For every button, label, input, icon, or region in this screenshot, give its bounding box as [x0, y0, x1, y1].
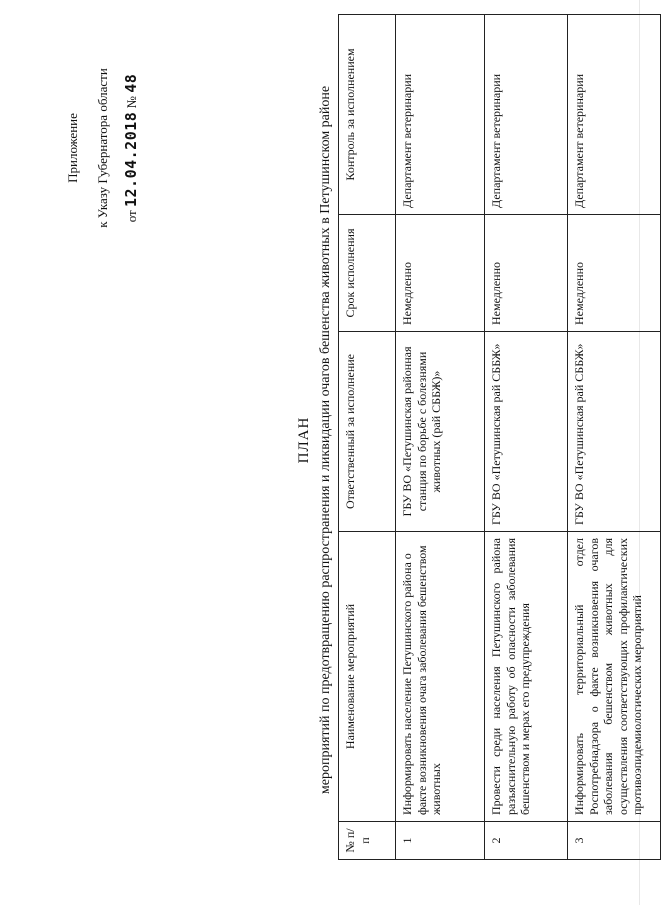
row-control: Департамент ветеринарии	[396, 15, 485, 215]
appendix-date-row	[122, 18, 141, 278]
header-name: Наименование мероприятий	[339, 532, 396, 822]
plan-table	[338, 14, 661, 860]
appendix-title: Приложение	[65, 113, 80, 183]
date-prefix: от	[124, 210, 139, 223]
plan-title: ПЛАН	[296, 416, 312, 464]
number-sign: №	[124, 96, 139, 109]
table-row	[396, 15, 485, 860]
row-name: Провести среди населения Петушинского района разъяснительную работу об опасности заболевания бешенством и мерах его предупреждения	[485, 532, 568, 822]
appendix-block	[64, 18, 141, 278]
row-control: Департамент ветеринарии	[568, 15, 661, 215]
table-row	[568, 15, 661, 860]
row-control: Департамент ветеринарии	[485, 15, 568, 215]
row-deadline: Немедленно	[568, 215, 661, 332]
table-row	[485, 15, 568, 860]
handwritten-date: 12.04.2018	[122, 111, 140, 208]
row-num: 1	[396, 822, 485, 860]
row-name: Информировать территориальный отдел Роспотребнадзора о факте возникновения очагов заболевания бешенством животных для осуществления соответствующих профилактических противоэпидемиологических мероприятий	[572, 538, 644, 815]
header-num: № п/п	[339, 822, 396, 860]
row-deadline: Немедленно	[485, 215, 568, 332]
row-responsible: ГБУ ВО «Петушинская районная станция по борьбе с болезнями животных (рай СББЖ)»	[396, 332, 485, 532]
row-responsible: ГБУ ВО «Петушинская рай СББЖ»	[568, 332, 661, 532]
plan-subtitle: мероприятий по предотвращению распространения и ликвидации очагов бешенства животных в Петушинском районе	[318, 85, 333, 795]
header-deadline: Срок исполнения	[339, 215, 396, 332]
handwritten-number: 48	[122, 73, 140, 93]
row-deadline: Немедленно	[396, 215, 485, 332]
row-name: Информировать население Петушинского района о факте возникновения очага заболевания бешенством животных	[396, 532, 485, 822]
row-num: 3	[568, 822, 661, 860]
appendix-decree: к Указу Губернатора области	[95, 68, 110, 228]
header-control: Контроль за исполнением	[339, 15, 396, 215]
table-header-row	[339, 15, 396, 860]
header-responsible: Ответственный за исполнение	[339, 332, 396, 532]
row-name-cell	[568, 532, 661, 822]
row-responsible: ГБУ ВО «Петушинская рай СББЖ»	[485, 332, 568, 532]
row-num: 2	[485, 822, 568, 860]
